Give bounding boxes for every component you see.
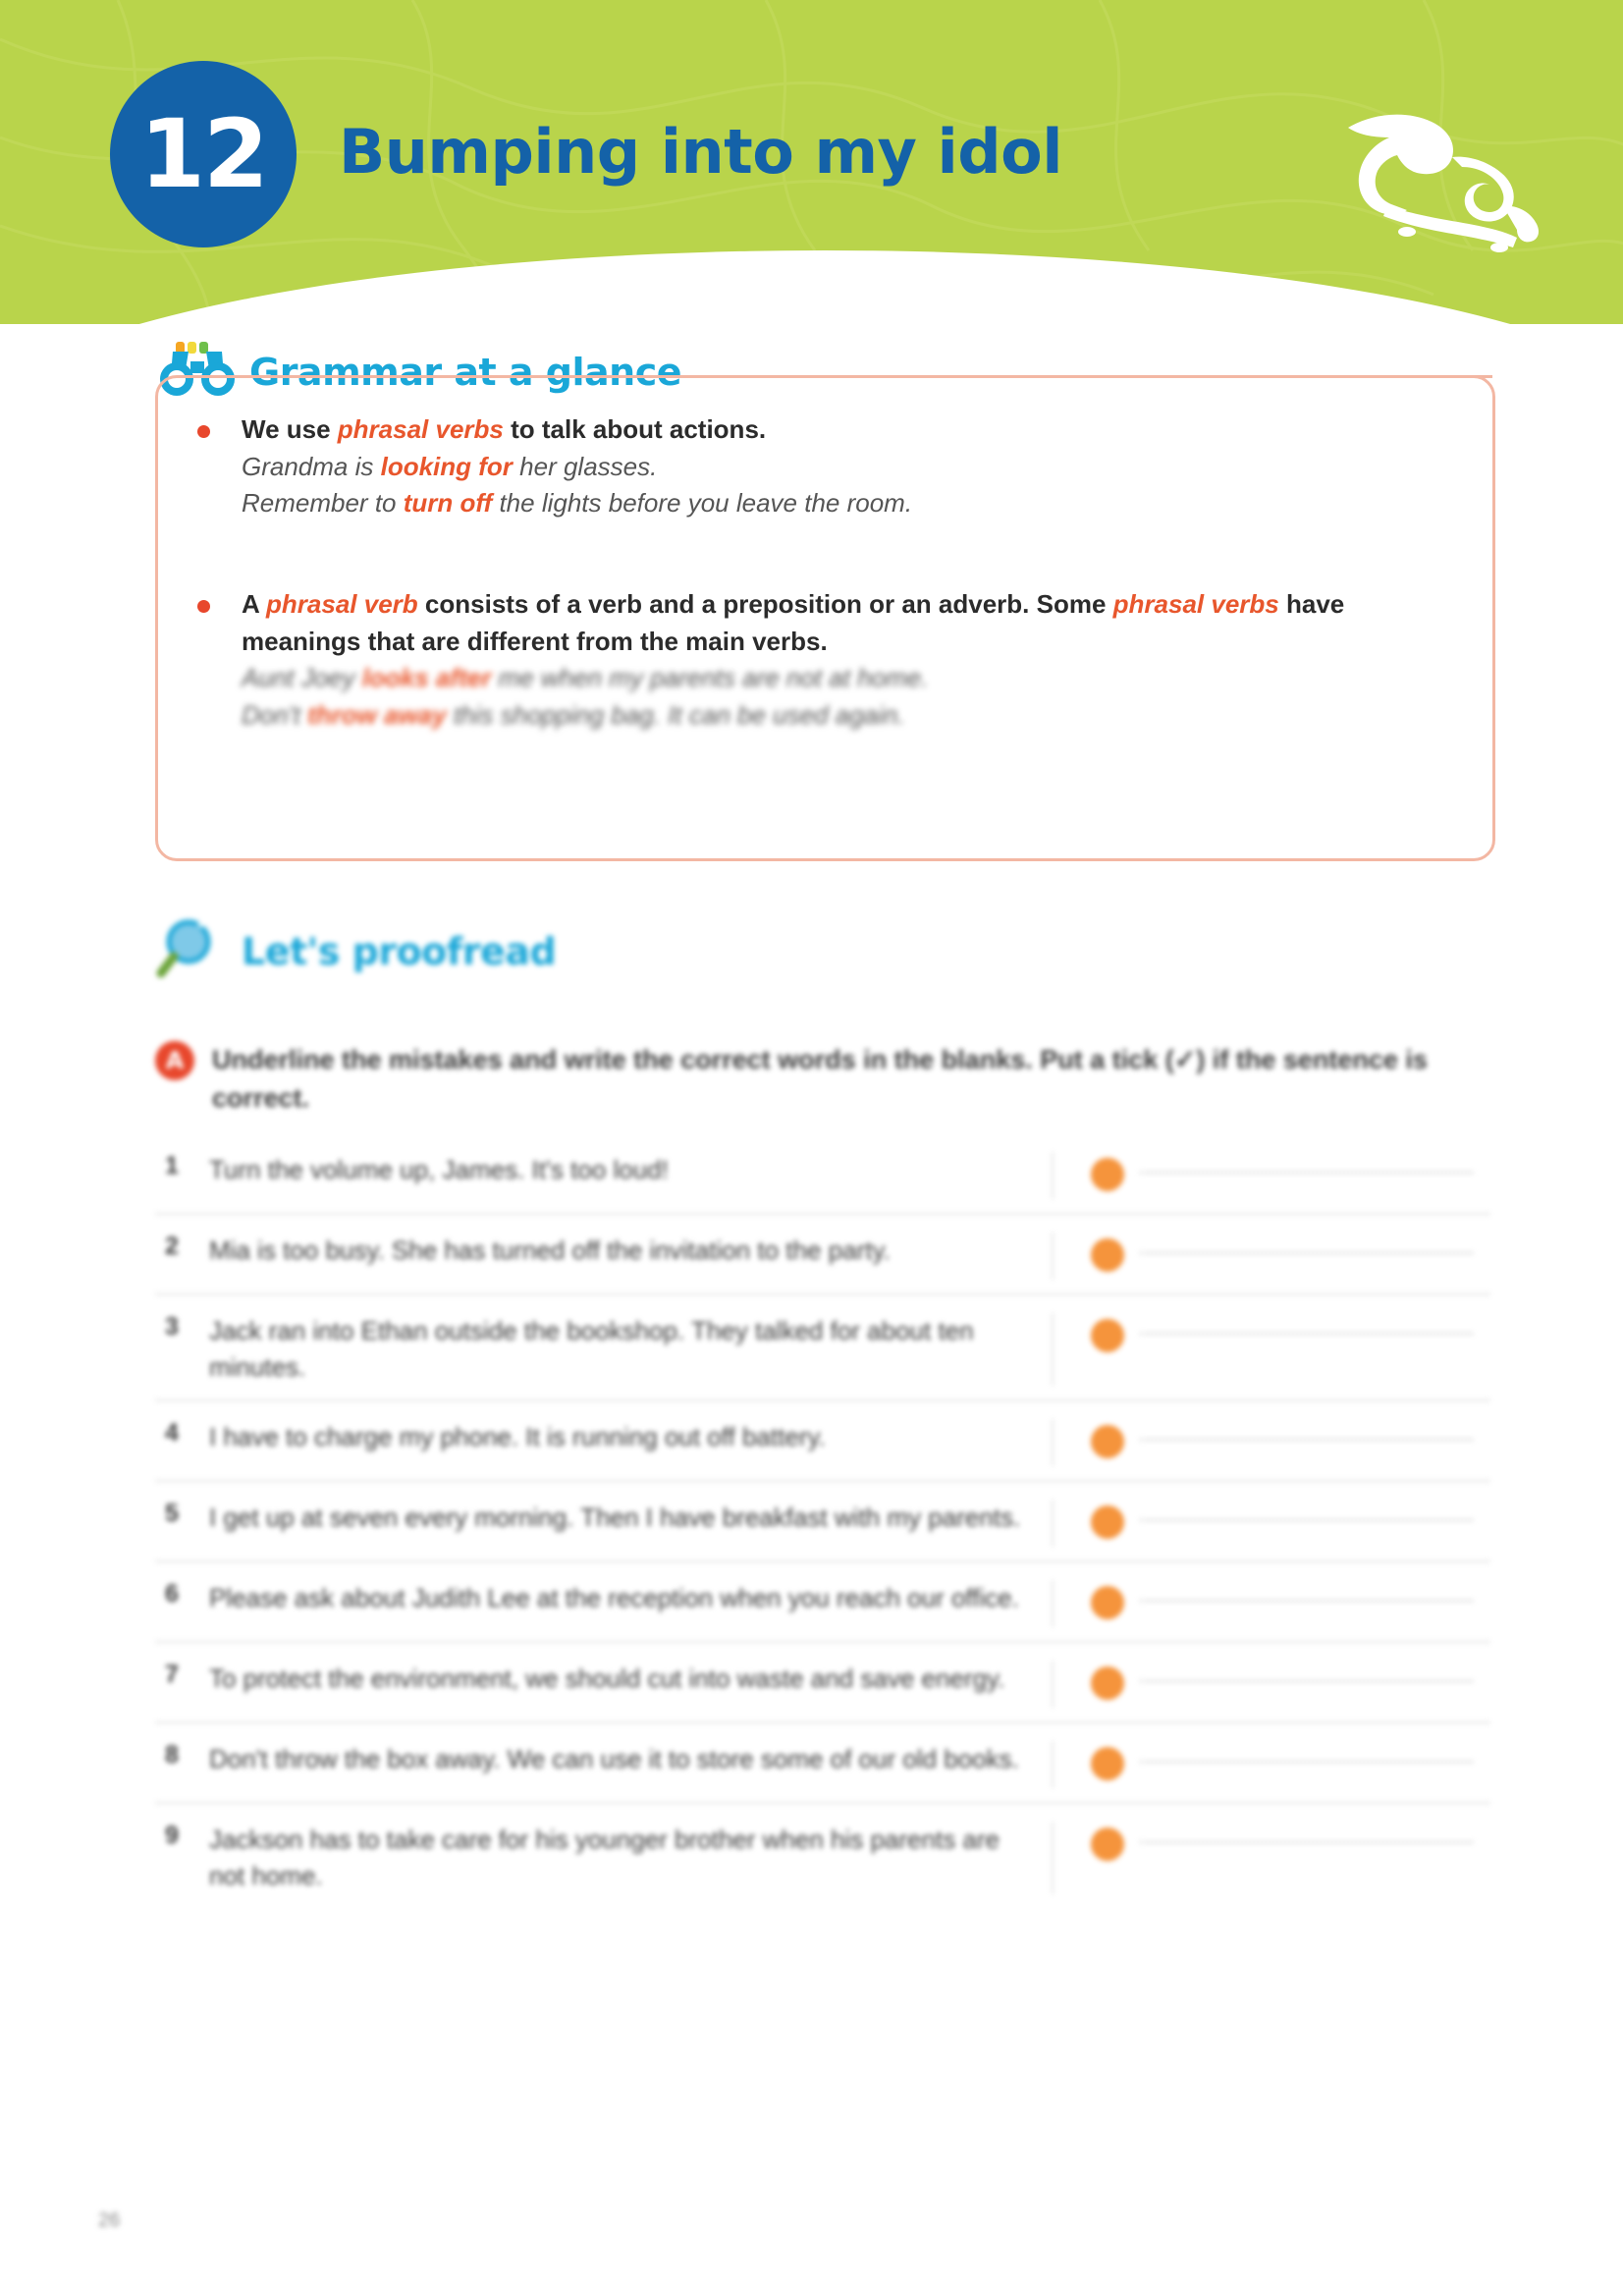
row-answer[interactable] — [1054, 1152, 1490, 1191]
bullet-icon — [197, 425, 210, 438]
answer-dot-icon — [1091, 1319, 1124, 1352]
grammar-example-2a: Aunt Joey looks after me when my parents are not at home. — [242, 663, 929, 693]
table-row — [155, 1562, 1490, 1643]
table-row — [155, 1723, 1490, 1804]
task-instruction-text: Underline the mistakes and write the correct words in the blanks. Put a tick (✓) if the sentence is correct. — [212, 1045, 1428, 1114]
row-answer[interactable] — [1054, 1661, 1490, 1700]
row-sentence: Don't throw the box away. We can use it to store some of our old books. — [209, 1741, 1054, 1788]
grammar-rule-2: A phrasal verb consists of a verb and a preposition or an adverb. Some phrasal verbs have meanings that are different from the main verbs. — [242, 589, 1345, 656]
row-number: 2 — [165, 1232, 179, 1260]
magnifier-icon — [155, 918, 232, 984]
row-sentence: Turn the volume up, James. It's too loud! — [209, 1152, 1054, 1199]
row-answer[interactable] — [1054, 1313, 1490, 1352]
row-sentence: Jack ran into Ethan outside the bookshop. They talked for about ten minutes. — [209, 1313, 1054, 1386]
table-row — [155, 1482, 1490, 1562]
answer-blank[interactable] — [1140, 1170, 1473, 1174]
row-sentence: I get up at seven every morning. Then I have breakfast with my parents. — [209, 1500, 1054, 1547]
skateboarder-silhouette-icon — [1260, 108, 1554, 265]
answer-blank[interactable] — [1140, 1517, 1473, 1521]
answer-dot-icon — [1091, 1158, 1124, 1191]
answer-dot-icon — [1091, 1747, 1124, 1780]
row-sentence: Jackson has to take care for his younger brother when his parents are not home. — [209, 1822, 1054, 1894]
row-sentence: To protect the environment, we should cut into waste and save energy. — [209, 1661, 1054, 1708]
answer-blank[interactable] — [1140, 1678, 1473, 1682]
table-row — [155, 1295, 1490, 1401]
table-row — [155, 1804, 1490, 1908]
table-row — [155, 1643, 1490, 1723]
row-answer[interactable] — [1054, 1232, 1490, 1272]
proofread-heading-text: Let's proofread — [242, 929, 557, 973]
row-number: 3 — [165, 1313, 179, 1340]
row-answer[interactable] — [1054, 1500, 1490, 1539]
row-number: 8 — [165, 1740, 179, 1769]
task-instruction — [155, 1041, 1490, 1118]
grammar-box — [155, 375, 1495, 861]
answer-dot-icon — [1091, 1586, 1124, 1619]
answer-dot-icon — [1091, 1505, 1124, 1539]
row-number: 5 — [165, 1499, 179, 1527]
answer-blank[interactable] — [1140, 1437, 1473, 1441]
answer-dot-icon — [1091, 1238, 1124, 1272]
page-number: 26 — [98, 2210, 121, 2231]
row-answer[interactable] — [1054, 1419, 1490, 1458]
row-answer[interactable] — [1054, 1741, 1490, 1780]
grammar-point-2 — [197, 586, 1444, 735]
page-banner — [0, 0, 1623, 324]
answer-blank[interactable] — [1140, 1598, 1473, 1602]
grammar-example-1b: Remember to turn off the lights before you leave the room. — [242, 488, 913, 519]
row-answer[interactable] — [1054, 1822, 1490, 1861]
row-number: 1 — [165, 1152, 179, 1179]
exercise-table — [155, 1134, 1490, 1908]
proofread-section-heading — [155, 918, 556, 984]
table-row — [155, 1401, 1490, 1482]
row-number: 6 — [165, 1579, 179, 1608]
grammar-point-1 — [197, 411, 1444, 522]
table-row — [155, 1134, 1490, 1215]
grammar-example-2b: Don't throw away this shopping bag. It can be used again. — [242, 700, 905, 731]
grammar-rule-1: We use phrasal verbs to talk about actions. — [242, 414, 767, 444]
table-row — [155, 1215, 1490, 1295]
answer-blank[interactable] — [1140, 1839, 1473, 1843]
row-number: 4 — [165, 1418, 179, 1447]
task-letter-badge: A — [155, 1041, 194, 1080]
answer-blank[interactable] — [1140, 1759, 1473, 1763]
answer-blank[interactable] — [1140, 1250, 1473, 1254]
grammar-example-1a: Grandma is looking for her glasses. — [242, 451, 658, 481]
row-answer[interactable] — [1054, 1580, 1490, 1619]
bullet-icon — [197, 600, 210, 613]
unit-title: Bumping into my idol — [339, 116, 1063, 188]
answer-dot-icon — [1091, 1667, 1124, 1700]
answer-dot-icon — [1091, 1425, 1124, 1458]
row-sentence: I have to charge my phone. It is running out off battery. — [209, 1419, 1054, 1466]
row-number: 9 — [165, 1821, 179, 1849]
grammar-heading-text: Grammar at a glance — [249, 350, 682, 394]
row-number: 7 — [165, 1660, 179, 1688]
row-sentence: Please ask about Judith Lee at the reception when you reach our office. — [209, 1580, 1054, 1627]
answer-blank[interactable] — [1140, 1331, 1473, 1335]
unit-number-badge: 12 — [110, 61, 297, 247]
row-sentence: Mia is too busy. She has turned off the invitation to the party. — [209, 1232, 1054, 1280]
answer-dot-icon — [1091, 1828, 1124, 1861]
